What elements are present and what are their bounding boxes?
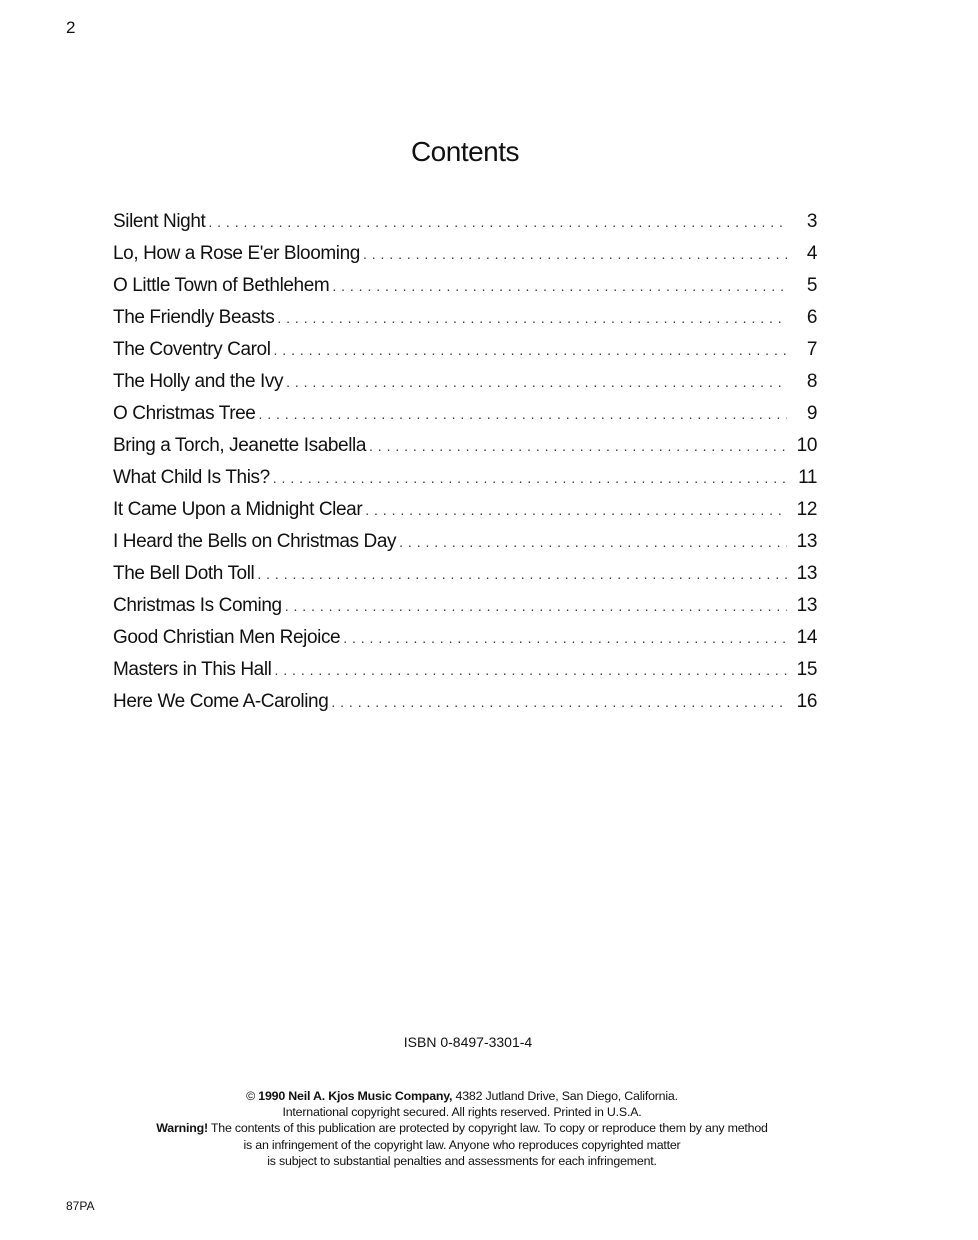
copyright-line-3	[0, 1120, 924, 1136]
toc-leader-dots	[332, 278, 787, 294]
toc-entry	[113, 595, 817, 627]
toc-entry-title: Lo, How a Rose E'er Blooming	[113, 243, 360, 264]
toc-entry-title: I Heard the Bells on Christmas Day	[113, 531, 397, 552]
warning-text: The contents of this publication are protected by copyright law. To copy or reproduce them by any method	[210, 1121, 768, 1136]
toc-leader-dots	[369, 438, 787, 454]
toc-entry-page: 4	[806, 243, 817, 264]
copyright-symbol: ©	[246, 1089, 256, 1103]
toc-entry	[113, 627, 817, 659]
toc-leader-dots	[365, 502, 787, 518]
toc-entry-title: The Bell Doth Toll	[113, 563, 255, 584]
toc-entry-title: The Holly and the Ivy	[113, 371, 284, 392]
toc-entry-page: 6	[806, 307, 817, 328]
toc-entry	[113, 339, 817, 371]
toc-entry-page: 7	[806, 339, 817, 360]
toc-entry-page: 13	[796, 595, 817, 616]
toc-entry-page: 13	[796, 531, 817, 552]
toc-entry-title: What Child Is This?	[113, 467, 270, 488]
toc-entry	[113, 243, 817, 275]
toc-leader-dots	[274, 342, 787, 358]
copyright-line-1	[0, 1088, 924, 1104]
toc-leader-dots	[274, 662, 787, 678]
page-number: 2	[66, 18, 76, 37]
copyright-line-4: is an infringement of the copyright law. Anyone who reproduces copyrighted matter	[243, 1137, 681, 1152]
page-title: Contents	[410, 136, 520, 167]
toc-entry-title: O Christmas Tree	[113, 403, 256, 424]
toc-entry-page: 8	[806, 371, 817, 392]
toc-entry-title: Bring a Torch, Jeanette Isabella	[113, 435, 367, 456]
toc-leader-dots	[399, 534, 787, 550]
toc-leader-dots	[208, 214, 787, 230]
toc-leader-dots	[343, 630, 787, 646]
toc-entry	[113, 467, 817, 499]
toc-entry	[113, 275, 817, 307]
toc-entry-page: 9	[806, 403, 817, 424]
toc-leader-dots	[331, 694, 787, 710]
toc-leader-dots	[273, 470, 787, 486]
toc-entry-title: Christmas Is Coming	[113, 595, 282, 616]
toc-entry	[113, 371, 817, 403]
toc-entry-title: O Little Town of Bethlehem	[113, 275, 330, 296]
warning-label: Warning!	[156, 1121, 208, 1136]
toc-entry	[113, 211, 817, 243]
toc-entry-page: 14	[796, 627, 817, 648]
toc-leader-dots	[286, 374, 787, 390]
toc-entry-title: Silent Night	[113, 211, 206, 232]
toc-leader-dots	[285, 598, 787, 614]
toc-leader-dots	[258, 406, 787, 422]
toc-leader-dots	[363, 246, 787, 262]
table-of-contents	[113, 211, 817, 723]
toc-leader-dots	[257, 566, 787, 582]
toc-entry-page: 15	[796, 659, 817, 680]
toc-entry	[113, 307, 817, 339]
copyright-address: 4382 Jutland Drive, San Diego, California.	[455, 1089, 678, 1103]
toc-entry	[113, 499, 817, 531]
catalog-number: 87PA	[66, 1199, 95, 1213]
toc-leader-dots	[277, 310, 787, 326]
toc-entry-page: 5	[806, 275, 817, 296]
toc-entry-title: The Friendly Beasts	[113, 307, 275, 328]
toc-entry-page: 13	[796, 563, 817, 584]
toc-entry-page: 10	[796, 435, 817, 456]
copyright-notice	[0, 1088, 924, 1169]
toc-entry-page: 12	[796, 499, 817, 520]
toc-entry-title: The Coventry Carol	[113, 339, 271, 360]
toc-entry	[113, 531, 817, 563]
toc-entry-title: Good Christian Men Rejoice	[113, 627, 341, 648]
toc-entry	[113, 435, 817, 467]
toc-entry-page: 16	[796, 691, 817, 712]
toc-entry	[113, 691, 817, 723]
toc-entry-page: 3	[806, 211, 817, 232]
isbn: ISBN 0-8497-3301-4	[403, 1034, 533, 1050]
copyright-line-2: International copyright secured. All rights reserved. Printed in U.S.A.	[282, 1105, 642, 1120]
toc-entry	[113, 659, 817, 691]
copyright-line-5: is subject to substantial penalties and assessments for each infringement.	[267, 1153, 657, 1168]
toc-entry-title: Masters in This Hall	[113, 659, 272, 680]
toc-entry	[113, 403, 817, 435]
copyright-holder: 1990 Neil A. Kjos Music Company,	[258, 1089, 453, 1103]
toc-entry	[113, 563, 817, 595]
toc-entry-title: Here We Come A-Caroling	[113, 691, 329, 712]
toc-entry-page: 11	[798, 467, 817, 488]
toc-entry-title: It Came Upon a Midnight Clear	[113, 499, 363, 520]
